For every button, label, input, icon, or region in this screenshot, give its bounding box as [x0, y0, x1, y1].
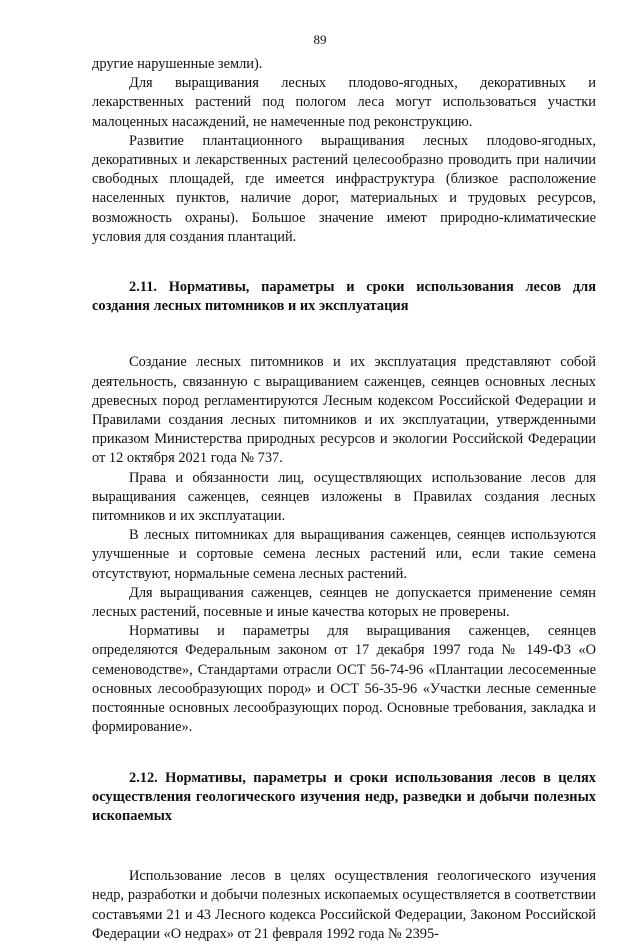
section-spacer: [92, 738, 596, 769]
paragraph: Развитие плантационного выращивания лесных плодово-ягодных, декоративных и лекарственных растений целесообразно проводить при наличии свободных площадей, где имеется инфраструктура (близкое расположение населенных пунктов, наличие дорог, материальных и трудовых ресурсов, возможность охраны). Большое значение имеют природно-климатические условия для создания плантаций.: [92, 132, 596, 245]
paragraph: Права и обязанности лиц, осуществляющих использование лесов для выращивания саженцев, сеянцев изложены в Правилах создания лесных питомников и их эксплуатации.: [92, 469, 596, 525]
section-spacer: [92, 826, 596, 867]
paragraph-continuation: другие нарушенные земли).: [92, 56, 263, 72]
paragraph: Для выращивания саженцев, сеянцев не допускается применение семян лесных растений, посевные и иные качества которых не проверены.: [92, 584, 596, 621]
page-number: 89: [313, 32, 327, 47]
paragraph: Для выращивания лесных плодово-ягодных, декоративных и лекарственных растений под пологом леса могут использоваться участки малоценных насаждений, не намеченные под реконструкцию.: [92, 75, 596, 130]
section-heading-2-11: 2.11. Нормативы, параметры и сроки использования лесов для создания лесных питомников и их эксплуатация: [92, 279, 596, 315]
paragraph: Нормативы и параметры для выращивания саженцев, сеянцев определяются Федеральным законом от 17 декабря 1997 года № 149-ФЗ «О семеноводстве», Стандартами отрасли ОСТ 56-74-96 «Плантации лесосеменные основных лесообразующих пород» и ОСТ 56-35-96 «Участки лесные семенные постоянные основных лесообразующих пород. Основные требования, закладка и формирование».: [92, 623, 596, 736]
page-content: [92, 55, 596, 944]
paragraph: В лесных питомниках для выращивания саженцев, сеянцев используются улучшенные и сортовые семена лесных растений или, если такие семена отсутствуют, нормальные семена лесных растений.: [92, 527, 596, 582]
paragraph: Использование лесов в целях осуществления геологического изучения недр, разработки и добычи полезных ископаемых осуществляется в соответствии составъями 21 и 43 Лесного кодекса Российской Федерации, Законом Российской Федерации «О недрах» от 21 февраля 1992 года № 2395-: [92, 868, 596, 942]
paragraph: Создание лесных питомников и их эксплуатация представляют собой деятельность, связанную с выращиванием саженцев, сеянцев основных лесных древесных пород регламентируются Лесным кодексом Российской Федерации и Правилами создания лесных питомников и их эксплуатации, утвержденными приказом Министерства природных ресурсов и экологии Российской Федерации от 12 октября 2021 года № 737.: [92, 354, 596, 467]
section-spacer: [92, 247, 596, 278]
section-heading-2-12: 2.12. Нормативы, параметры и сроки использования лесов в целях осуществления геологического изучения недр, разведки и добычи полезных ископаемых: [92, 769, 596, 824]
section-spacer: [92, 316, 596, 353]
